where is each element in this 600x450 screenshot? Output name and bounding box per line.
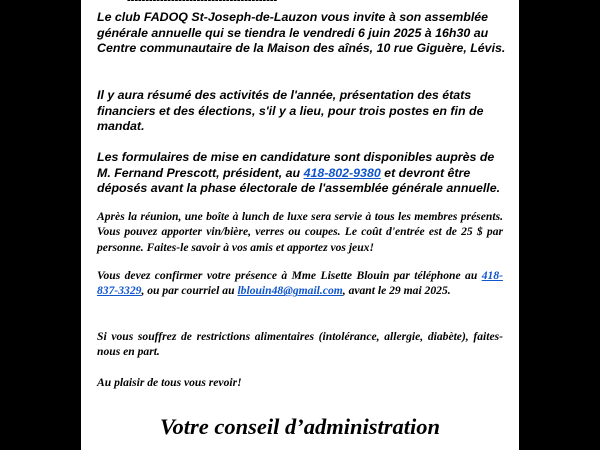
document-page xyxy=(81,0,519,450)
signature: Votre conseil d’administration xyxy=(159,414,441,439)
confirmation-paragraph xyxy=(97,268,503,299)
president-phone-link[interactable]: 418-802-9380 xyxy=(303,165,381,180)
lunch-paragraph: Après la réunion, une boîte à lunch de luxe sera servie à tous les membres présents. Vous pouvez apporter vin/bière, verres ou coupes. Le coût d'entrée est de 25 $ par personne. Faites-le savoir à vos amis et apportez vos jeux! xyxy=(97,210,503,254)
invitation-paragraph: Le club FADOQ St-Joseph-de-Lauzon vous invite à son assemblée générale annuelle qui se tiendra le vendredi 6 juin 2025 à 16h30 au Centre communautaire de la Maison des aînés, 10 rue Giguère, Lévis. xyxy=(97,10,506,56)
email-link[interactable]: lblouin48@gmail.com xyxy=(237,284,343,298)
closing-line: Au plaisir de tous vous revoir! xyxy=(97,376,242,389)
agenda-paragraph: Il y aura résumé des activités de l'année, présentation des états financiers et des élections, s'il y a lieu, pour trois postes en fin de mandat. xyxy=(97,88,484,134)
candidacy-text-end: et devront être déposés avant la phase électorale de l'assemblée générale annuelle. xyxy=(97,165,501,196)
candidacy-paragraph xyxy=(97,150,509,197)
confirmation-phone-link[interactable]: 418-837-3329 xyxy=(97,269,503,298)
confirmation-text-start: Vous devez confirmer votre présence à Mme Lisette Blouin par téléphone au xyxy=(97,269,482,282)
candidacy-text-start: Les formulaires de mise en candidature sont disponibles auprès de M. Fernand Prescott, président, au xyxy=(97,150,495,180)
separator-line: ----------------------------------------- xyxy=(127,0,278,6)
confirmation-text-middle: , ou par courriel au xyxy=(141,284,238,298)
confirmation-text-end: , avant le 29 mai 2025. xyxy=(342,284,451,298)
dietary-paragraph: Si vous souffrez de restrictions alimentaires (intolérance, allergie, diabète), faites-nous en part. xyxy=(97,330,503,359)
